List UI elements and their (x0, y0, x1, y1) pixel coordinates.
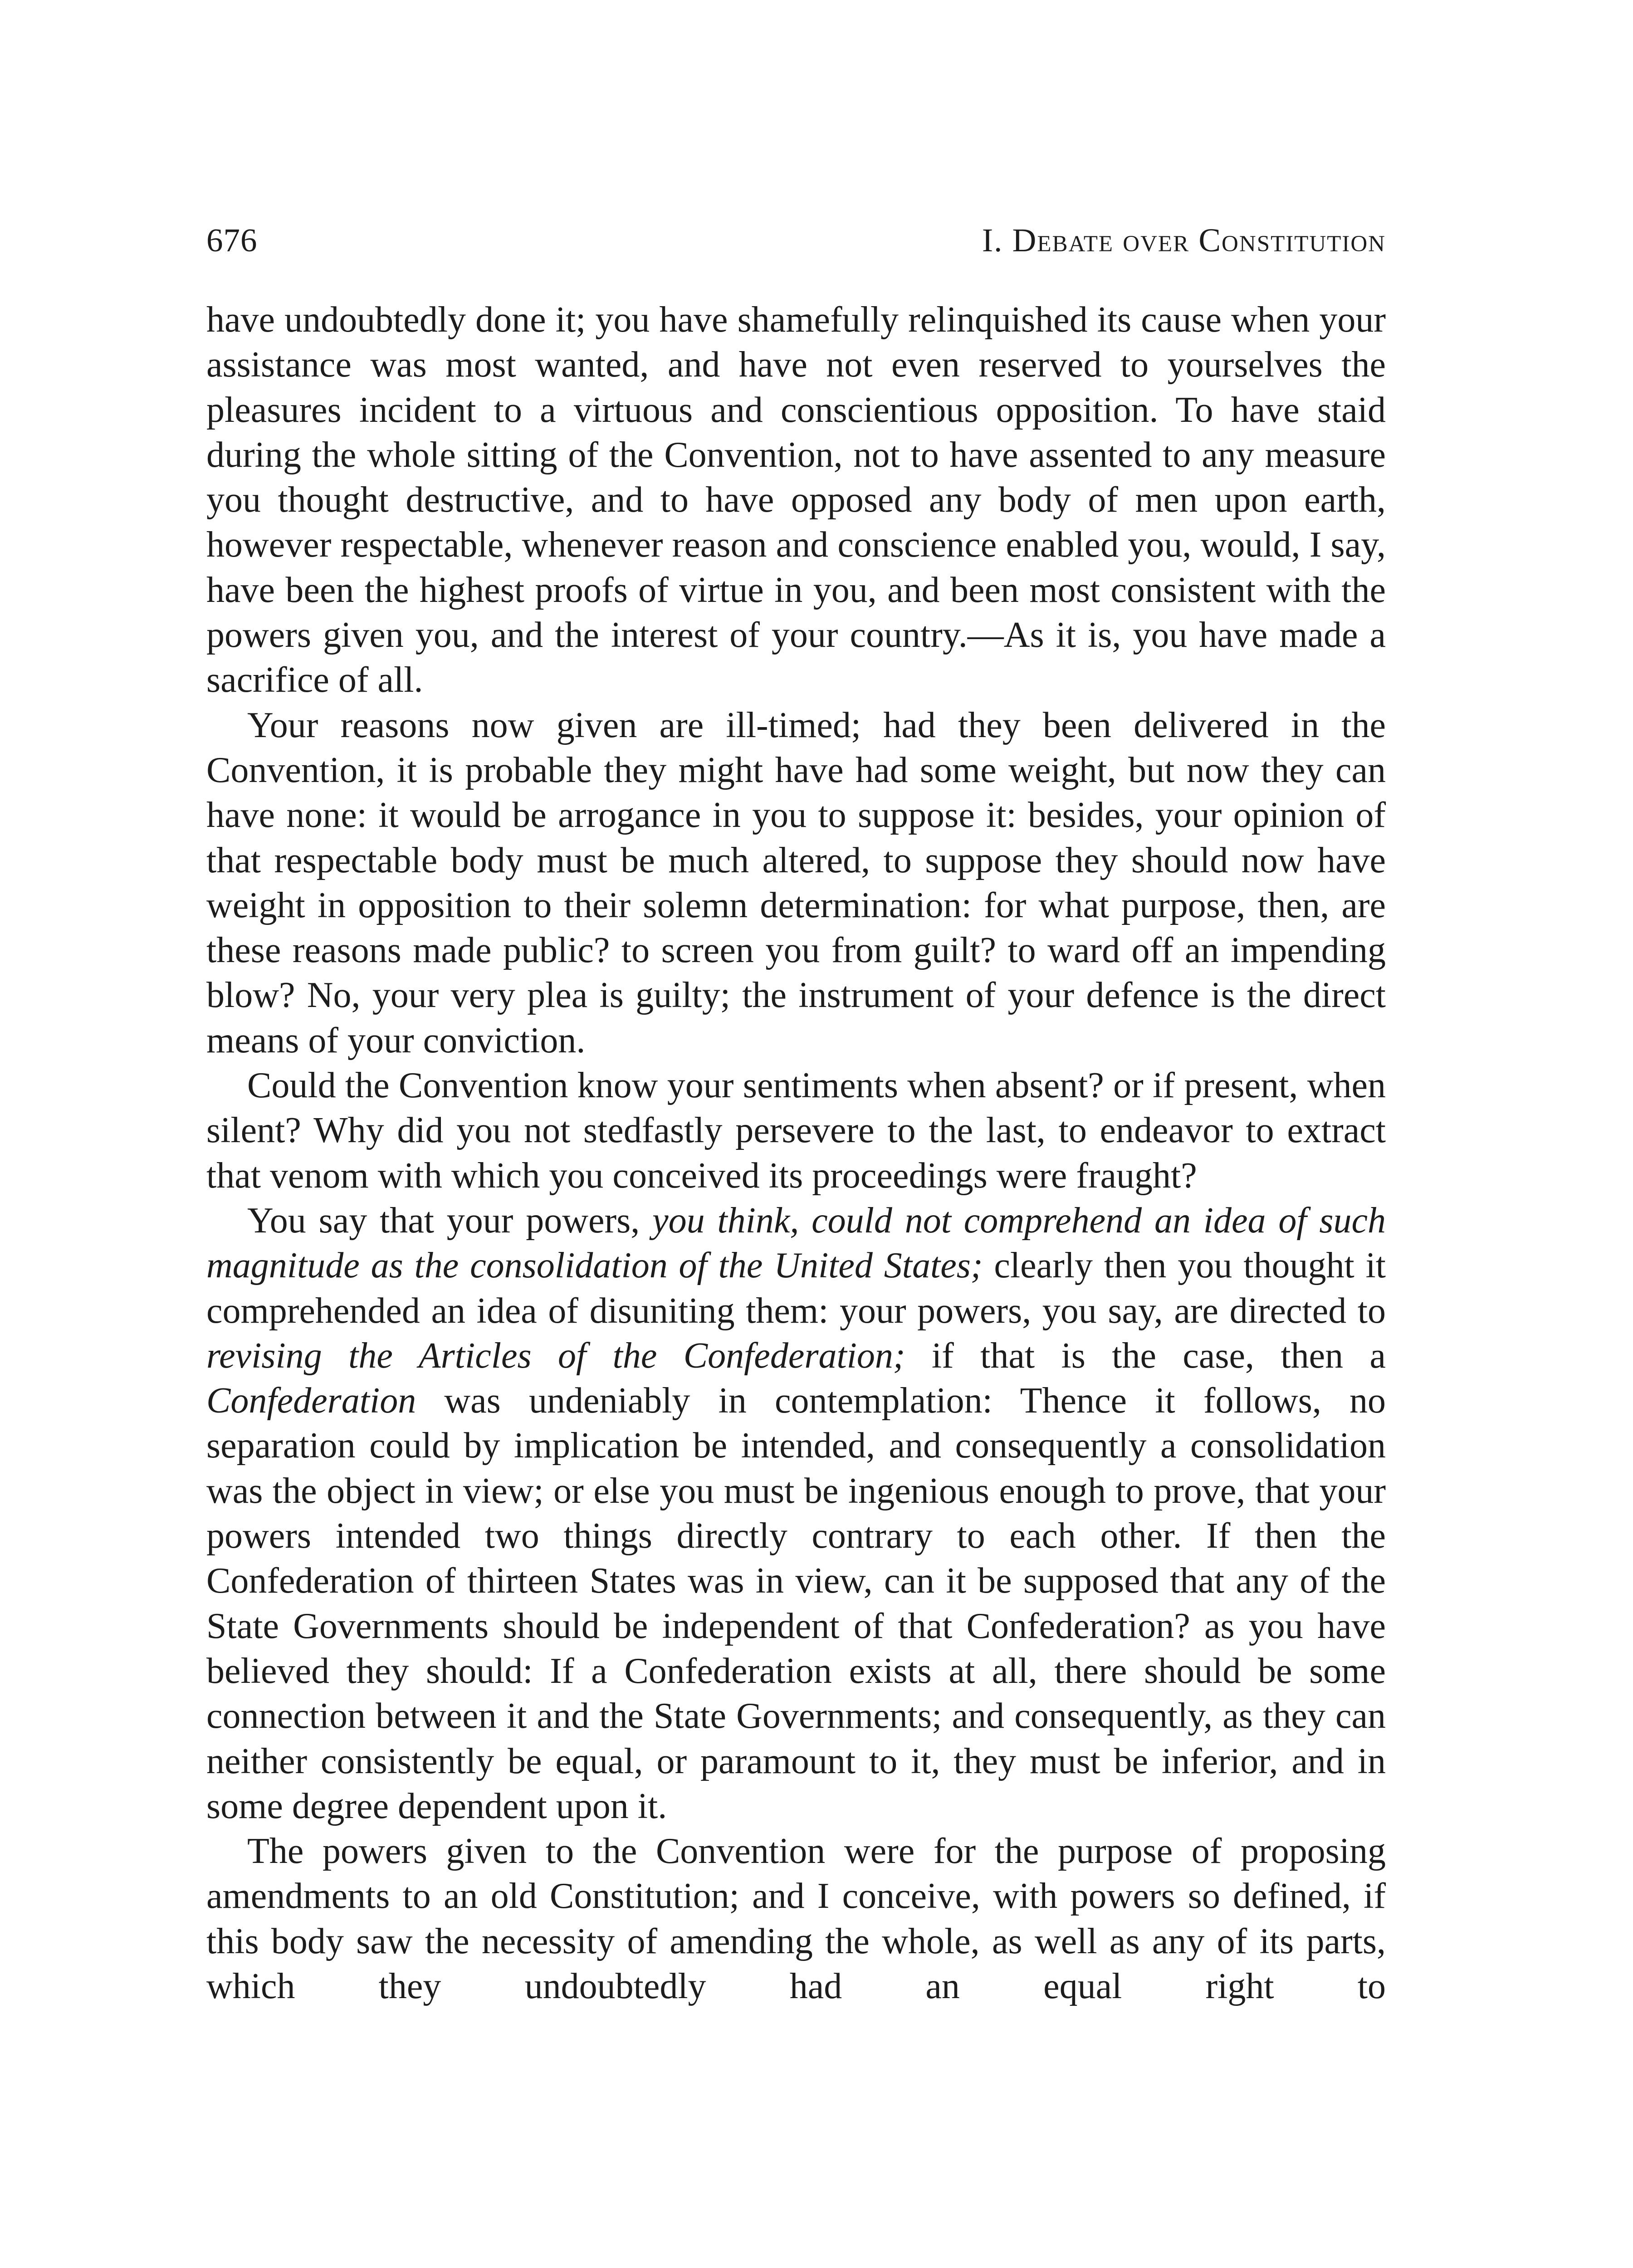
paragraph (206, 703, 1386, 1063)
text-run: was undeniably in contemplation: Thence it follows, no separation could by implication be intended, and consequently a consolidation was the object in view; or else you must be ingenious enough to prove, that your powers intended two things directly contrary to each other. If then the Confederation of thirteen States was in view, can it be supposed that any of the State Governments should be independent of that Confederation? as you have believed they should: If a Confederation exists at all, there should be some connection between it and the State Governments; and consequently, as they can neither consistently be equal, or paramount to it, they must be inferior, and in some degree dependent upon it. (206, 1381, 1386, 1826)
text-run: have undoubtedly done it; you have shamefully relinquished its cause when your assistance was most wanted, and have not even reserved to yourselves the pleasures incident to a virtuous and conscientious opposition. To have staid during the whole sitting of the Convention, not to have assented to any measure you thought destructive, and to have opposed any body of men upon earth, however respectable, whenever reason and conscience enabled you, would, I say, have been the highest proofs of virtue in you, and been most consistent with the powers given you, and the interest of your country.—As it is, you have made a sacrifice of all. (206, 300, 1386, 700)
italic-text: revising the Articles of the Confederation; (206, 1335, 905, 1376)
italic-text: Confederation (206, 1381, 416, 1421)
running-head (206, 213, 1386, 268)
page-number: 676 (206, 222, 258, 259)
text-run: clearly then you thought it comprehended an idea of disuniting them: your powers, you say, are directed to (206, 1246, 1386, 1331)
book-page (206, 213, 1386, 2009)
text-run: Your reasons now given are ill-timed; had they been delivered in the Convention, it is probable they might have had some weight, but now they can have none: it would be arrogance in you to suppose it: besides, your opinion of that respectable body must be much altered, to suppose they should now have weight in opposition to their solemn determination: for what purpose, then, are these reasons made public? to screen you from guilt? to ward off an impending blow? No, your very plea is guilty; the instrument of your defence is the direct means of your conviction. (206, 705, 1386, 1061)
paragraph (206, 1198, 1386, 1829)
text-run: You say that your powers, (247, 1200, 653, 1241)
body-text (206, 298, 1386, 2009)
text-run: if that is the case, then a (905, 1335, 1386, 1376)
text-run: Could the Convention know your sentiments when absent? or if present, when silent? Why did you not stedfastly persevere to the last, to endeavor to extract that venom with which you conceived its proceedings were fraught? (206, 1066, 1386, 1196)
paragraph (206, 1829, 1386, 2009)
section-title: I. Debate over Constitution (982, 222, 1386, 259)
italic-text: you think, could not comprehend an idea of such magnitude as the consolidation of the United States; (206, 1200, 1386, 1286)
paragraph (206, 298, 1386, 703)
text-run: The powers given to the Convention were for the purpose of proposing amendments to an old Constitution; and I conceive, with powers so defined, if this body saw the necessity of amending the whole, as well as any of its parts, which they undoubtedly had an equal right to (206, 1831, 1386, 2006)
paragraph (206, 1063, 1386, 1198)
